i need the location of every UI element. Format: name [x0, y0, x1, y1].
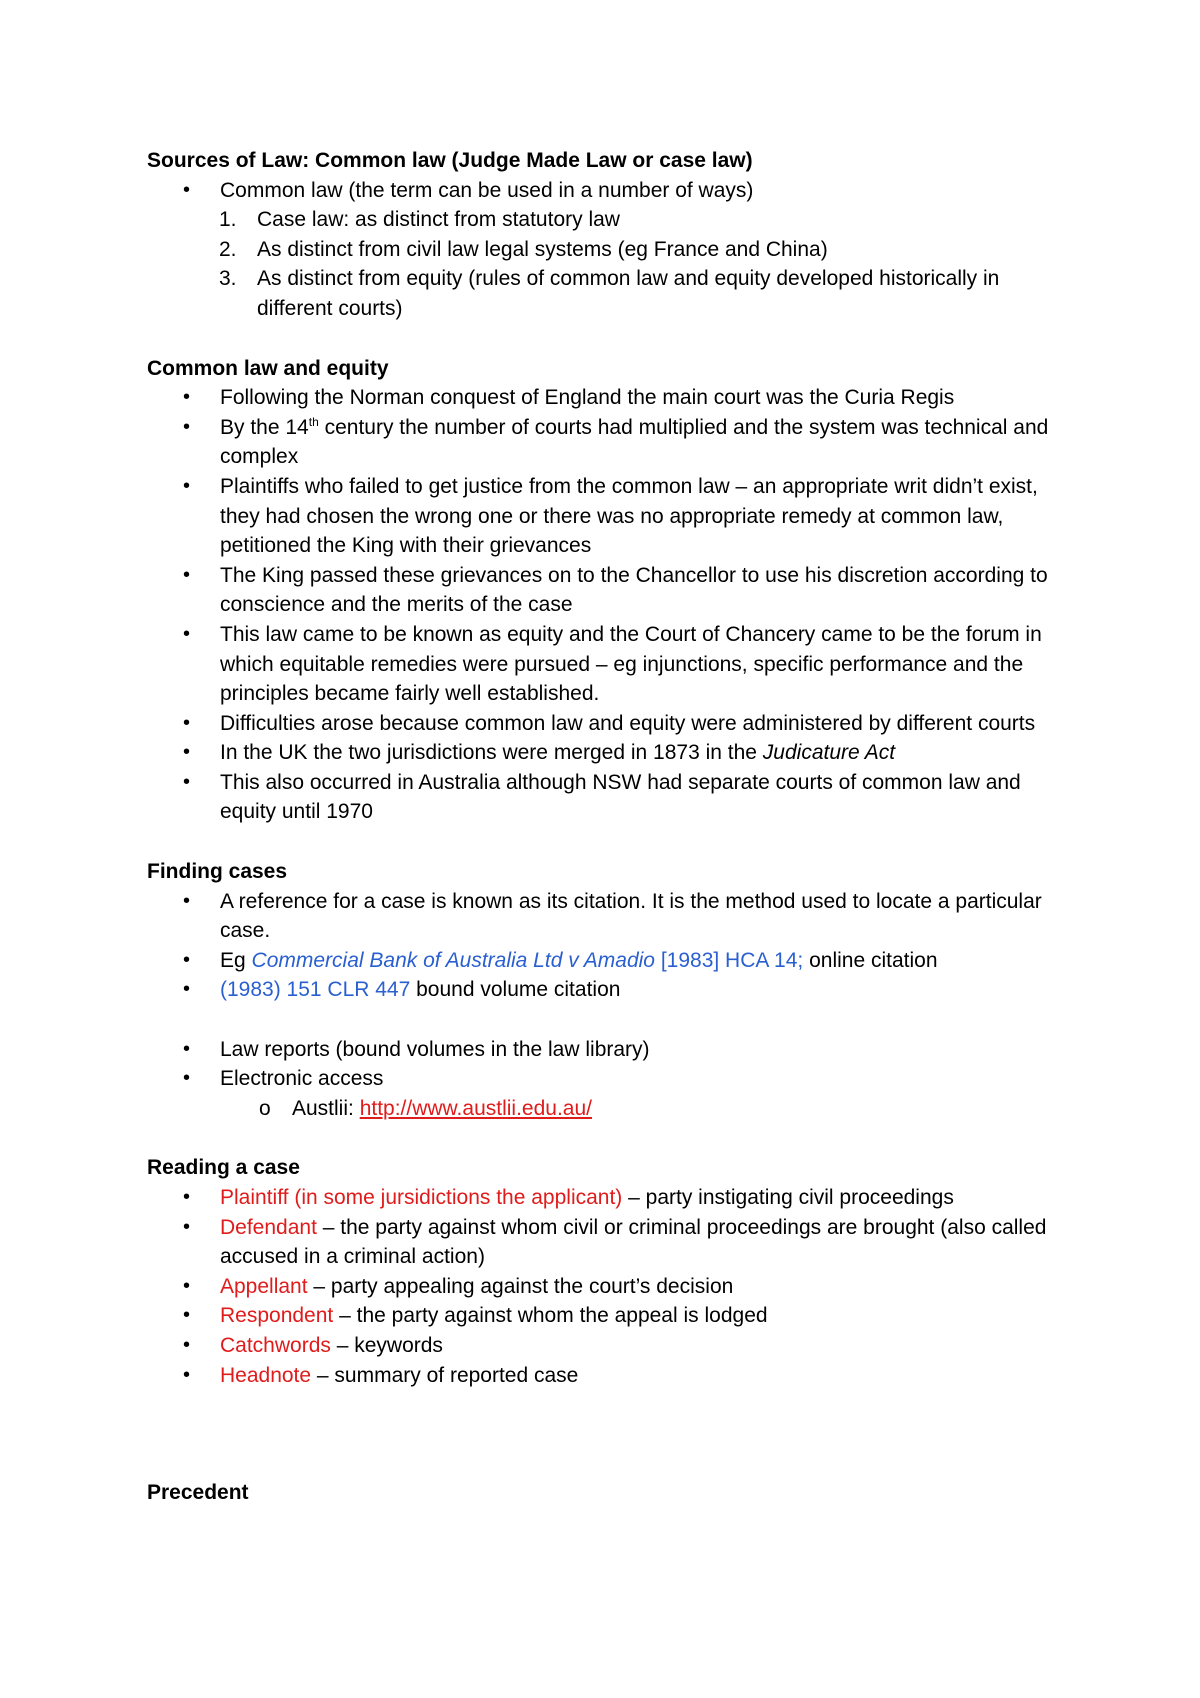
sources-bullet-list: [147, 176, 1077, 206]
list-item: • Common law (the term can be used in a number of ways): [147, 176, 1077, 206]
list-item: • The King passed these grievances on to the Chancellor to use his discretion according to conscience and the merits of the case: [147, 561, 1077, 620]
list-item: • Respondent – the party against whom the appeal is lodged: [147, 1301, 1077, 1331]
finding-bullet-list-2: [147, 1035, 1077, 1094]
finding-bullet-list-1: [147, 887, 1077, 1005]
list-item: • Plaintiff (in some jursidictions the applicant) – party instigating civil proceedings: [147, 1183, 1077, 1213]
term: Headnote: [220, 1363, 312, 1387]
list-item: • Eg Commercial Bank of Australia Ltd v Amadio [1983] HCA 14; online citation: [147, 946, 1077, 976]
list-item: • Following the Norman conquest of England the main court was the Curia Regis: [147, 383, 1077, 413]
equity-bullet-list: [147, 383, 1077, 827]
list-item: • This also occurred in Australia although NSW had separate courts of common law and equity until 1970: [147, 768, 1077, 827]
list-item: • Defendant – the party against whom civil or criminal proceedings are brought (also called accused in a criminal action): [147, 1213, 1077, 1272]
section-heading-precedent: Precedent: [147, 1481, 249, 1505]
term: Plaintiff (in some jursidictions the applicant): [220, 1186, 623, 1209]
case-citation: (1983) 151 CLR 447: [220, 978, 411, 1002]
case-citation: [1983] HCA 14;: [654, 948, 804, 972]
list-item: • This law came to be known as equity and the Court of Chancery came to be the forum in which equitable remedies were pursued – eg injunctions, specific performance and the principles became fairly well established.: [147, 620, 1077, 709]
sub-list-item: o Austlii: http://www.austlii.edu.au/: [147, 1094, 1077, 1124]
list-item: • (1983) 151 CLR 447 bound volume citation: [147, 975, 1077, 1005]
list-item: • Difficulties arose because common law and equity were administered by different courts: [147, 709, 1077, 739]
numbered-item: 2. As distinct from civil law legal systems (eg France and China): [219, 237, 828, 261]
section-heading-equity: Common law and equity: [147, 356, 389, 380]
act-title: Judicature Act: [762, 741, 896, 765]
numbered-item: 1. Case law: as distinct from statutory law: [219, 208, 620, 232]
document-body: [147, 146, 1077, 1508]
list-item: • By the 14th century the number of courts had multiplied and the system was technical and complex: [147, 413, 1077, 472]
list-item: • In the UK the two jurisdictions were merged in 1873 in the Judicature Act: [147, 738, 1077, 768]
list-item: • Electronic access: [147, 1064, 1077, 1094]
list-item: • Plaintiffs who failed to get justice from the common law – an appropriate writ didn’t exist, they had chosen the wrong one or there was no appropriate remedy at common law, petitioned the King with their grievances: [147, 472, 1077, 561]
section-heading-sources: Sources of Law: Common law (Judge Made Law or case law): [147, 149, 753, 172]
finding-sub-list: [147, 1094, 1077, 1124]
section-heading-finding: Finding cases: [147, 860, 288, 884]
list-item: • Law reports (bound volumes in the law library): [147, 1035, 1077, 1065]
term: Appellant: [220, 1274, 308, 1298]
circle-bullet-icon: o: [259, 1096, 271, 1120]
list-item: • Catchwords – keywords: [147, 1331, 1077, 1361]
term: Respondent: [220, 1304, 334, 1328]
section-heading-reading: Reading a case: [147, 1156, 300, 1180]
numbered-item: 3. As distinct from equity (rules of common law and equity developed historically in different courts): [219, 267, 1000, 320]
case-name: Commercial Bank of Australia Ltd v Amadio: [251, 948, 655, 972]
reading-bullet-list: [147, 1183, 1077, 1390]
list-item: • A reference for a case is known as its citation. It is the method used to locate a particular case.: [147, 887, 1077, 946]
term: Catchwords: [220, 1333, 331, 1357]
list-item: • Headnote – summary of reported case: [147, 1361, 1077, 1391]
term: Defendant: [220, 1215, 317, 1239]
sources-numbered-list: [147, 205, 1077, 323]
austlii-link[interactable]: http://www.austlii.edu.au/: [359, 1096, 592, 1120]
list-item: • Appellant – party appealing against the court’s decision: [147, 1272, 1077, 1302]
